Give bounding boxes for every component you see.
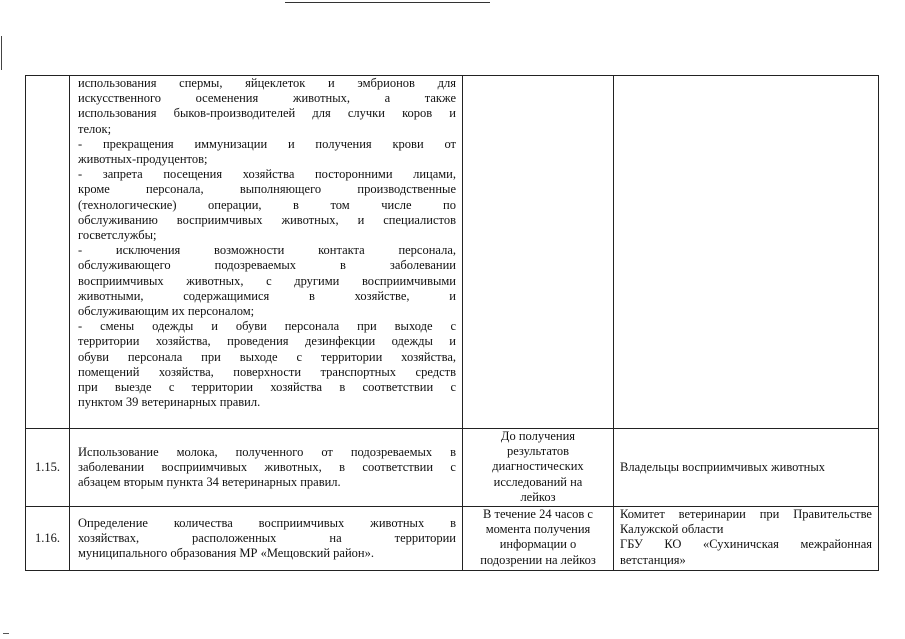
measure-line: телок; <box>78 121 112 136</box>
measure-line: использования спермы, яйцеклеток и эмбрионов для <box>78 76 456 90</box>
deadline-cell <box>463 507 614 571</box>
measure-line: Определение количества восприимчивых животных в <box>78 515 456 530</box>
deadline-line: В течение 24 часов с <box>483 507 593 521</box>
row-number-cell <box>26 76 70 429</box>
responsible-cell <box>614 76 879 429</box>
measure-line: обслуживанию восприимчивых животных, и специалистов <box>78 212 456 227</box>
responsible-line: ветстанция» <box>620 552 686 567</box>
measure-line: (технологические) операции, в том числе по <box>78 197 456 212</box>
table-row-continued <box>26 76 879 429</box>
measure-line: - запрета посещения хозяйства посторонними лицами, <box>78 167 456 182</box>
deadline-line: подозрении на лейкоз <box>480 552 596 567</box>
scan-edge-mark-bottom <box>3 633 9 634</box>
row-number-cell <box>26 507 70 571</box>
measure-line: - исключения возможности контакта персонала, <box>78 243 456 258</box>
measure-line: животными, содержащимися в хозяйстве, и <box>78 288 456 303</box>
responsible-cell <box>614 507 879 571</box>
measure-cell <box>70 429 463 507</box>
responsible-text: Владельцы восприимчивых животных <box>620 459 826 474</box>
deadline-line: результатов <box>506 444 570 459</box>
row-number: 1.15. <box>35 459 60 474</box>
measure-line: кроме персонала, выполняющего производственные <box>78 182 456 197</box>
responsible-line: ГБУ КО «Сухиничская межрайонная <box>620 537 872 552</box>
top-rule <box>285 2 490 3</box>
deadline-cell <box>463 76 614 429</box>
measure-line: абзацем вторым пункта 34 ветеринарных правил. <box>78 475 341 490</box>
measure-line: госветслужбы; <box>78 228 157 243</box>
measure-cell <box>70 76 463 429</box>
deadline-line: исследований на <box>493 474 583 489</box>
responsible-cell <box>614 429 879 507</box>
measure-line: - прекращения иммунизации и получения крови от <box>78 136 456 151</box>
measure-line: обслуживающего подозреваемых в заболевании <box>78 258 456 273</box>
measure-line: восприимчивых животных, с другими восприимчивыми <box>78 273 456 288</box>
measure-line: обслуживающим их персоналом; <box>78 304 255 319</box>
deadline-line: лейкоз <box>520 489 556 504</box>
measure-line: заболевании восприимчивых животных, в соответствии с <box>78 459 456 474</box>
measure-line: - смены одежды и обуви персонала при выходе с <box>78 319 456 334</box>
deadline-line: диагностических <box>492 459 584 474</box>
measure-cell <box>70 507 463 571</box>
measure-line: использования быков-производителей для случки коров и <box>78 106 456 121</box>
measure-line: Использование молока, полученного от подозреваемых в <box>78 444 456 459</box>
measure-line: животных-продуцентов; <box>78 152 208 167</box>
deadline-line: момента получения <box>485 522 591 537</box>
measure-line: хозяйствах, расположенных на территории <box>78 530 456 545</box>
measure-line: помещений хозяйства, поверхности транспортных средств <box>78 364 456 379</box>
deadline-cell <box>463 429 614 507</box>
measure-line: муниципального образования МР «Мещовский район». <box>78 546 374 561</box>
measures-table <box>25 75 879 571</box>
scan-edge-mark <box>1 36 2 70</box>
measure-line: при выезде с территории хозяйства в соответствии с <box>78 380 456 395</box>
responsible-line: Калужской области <box>620 522 724 537</box>
row-number-cell <box>26 429 70 507</box>
deadline-line: информации о <box>499 537 577 552</box>
table-row-1-16 <box>26 507 879 571</box>
responsible-line: Комитет ветеринарии при Правительстве <box>620 507 872 521</box>
deadline-line: До получения <box>500 429 576 443</box>
table-row-1-15 <box>26 429 879 507</box>
measure-line: пунктом 39 ветеринарных правил. <box>78 395 261 410</box>
measure-line: обуви персонала при выходе с территории хозяйства, <box>78 349 456 364</box>
row-number: 1.16. <box>35 530 60 545</box>
measure-line: искусственного осеменения животных, а также <box>78 91 456 106</box>
measure-line: территории хозяйства, проведения дезинфекции одежды и <box>78 334 456 349</box>
